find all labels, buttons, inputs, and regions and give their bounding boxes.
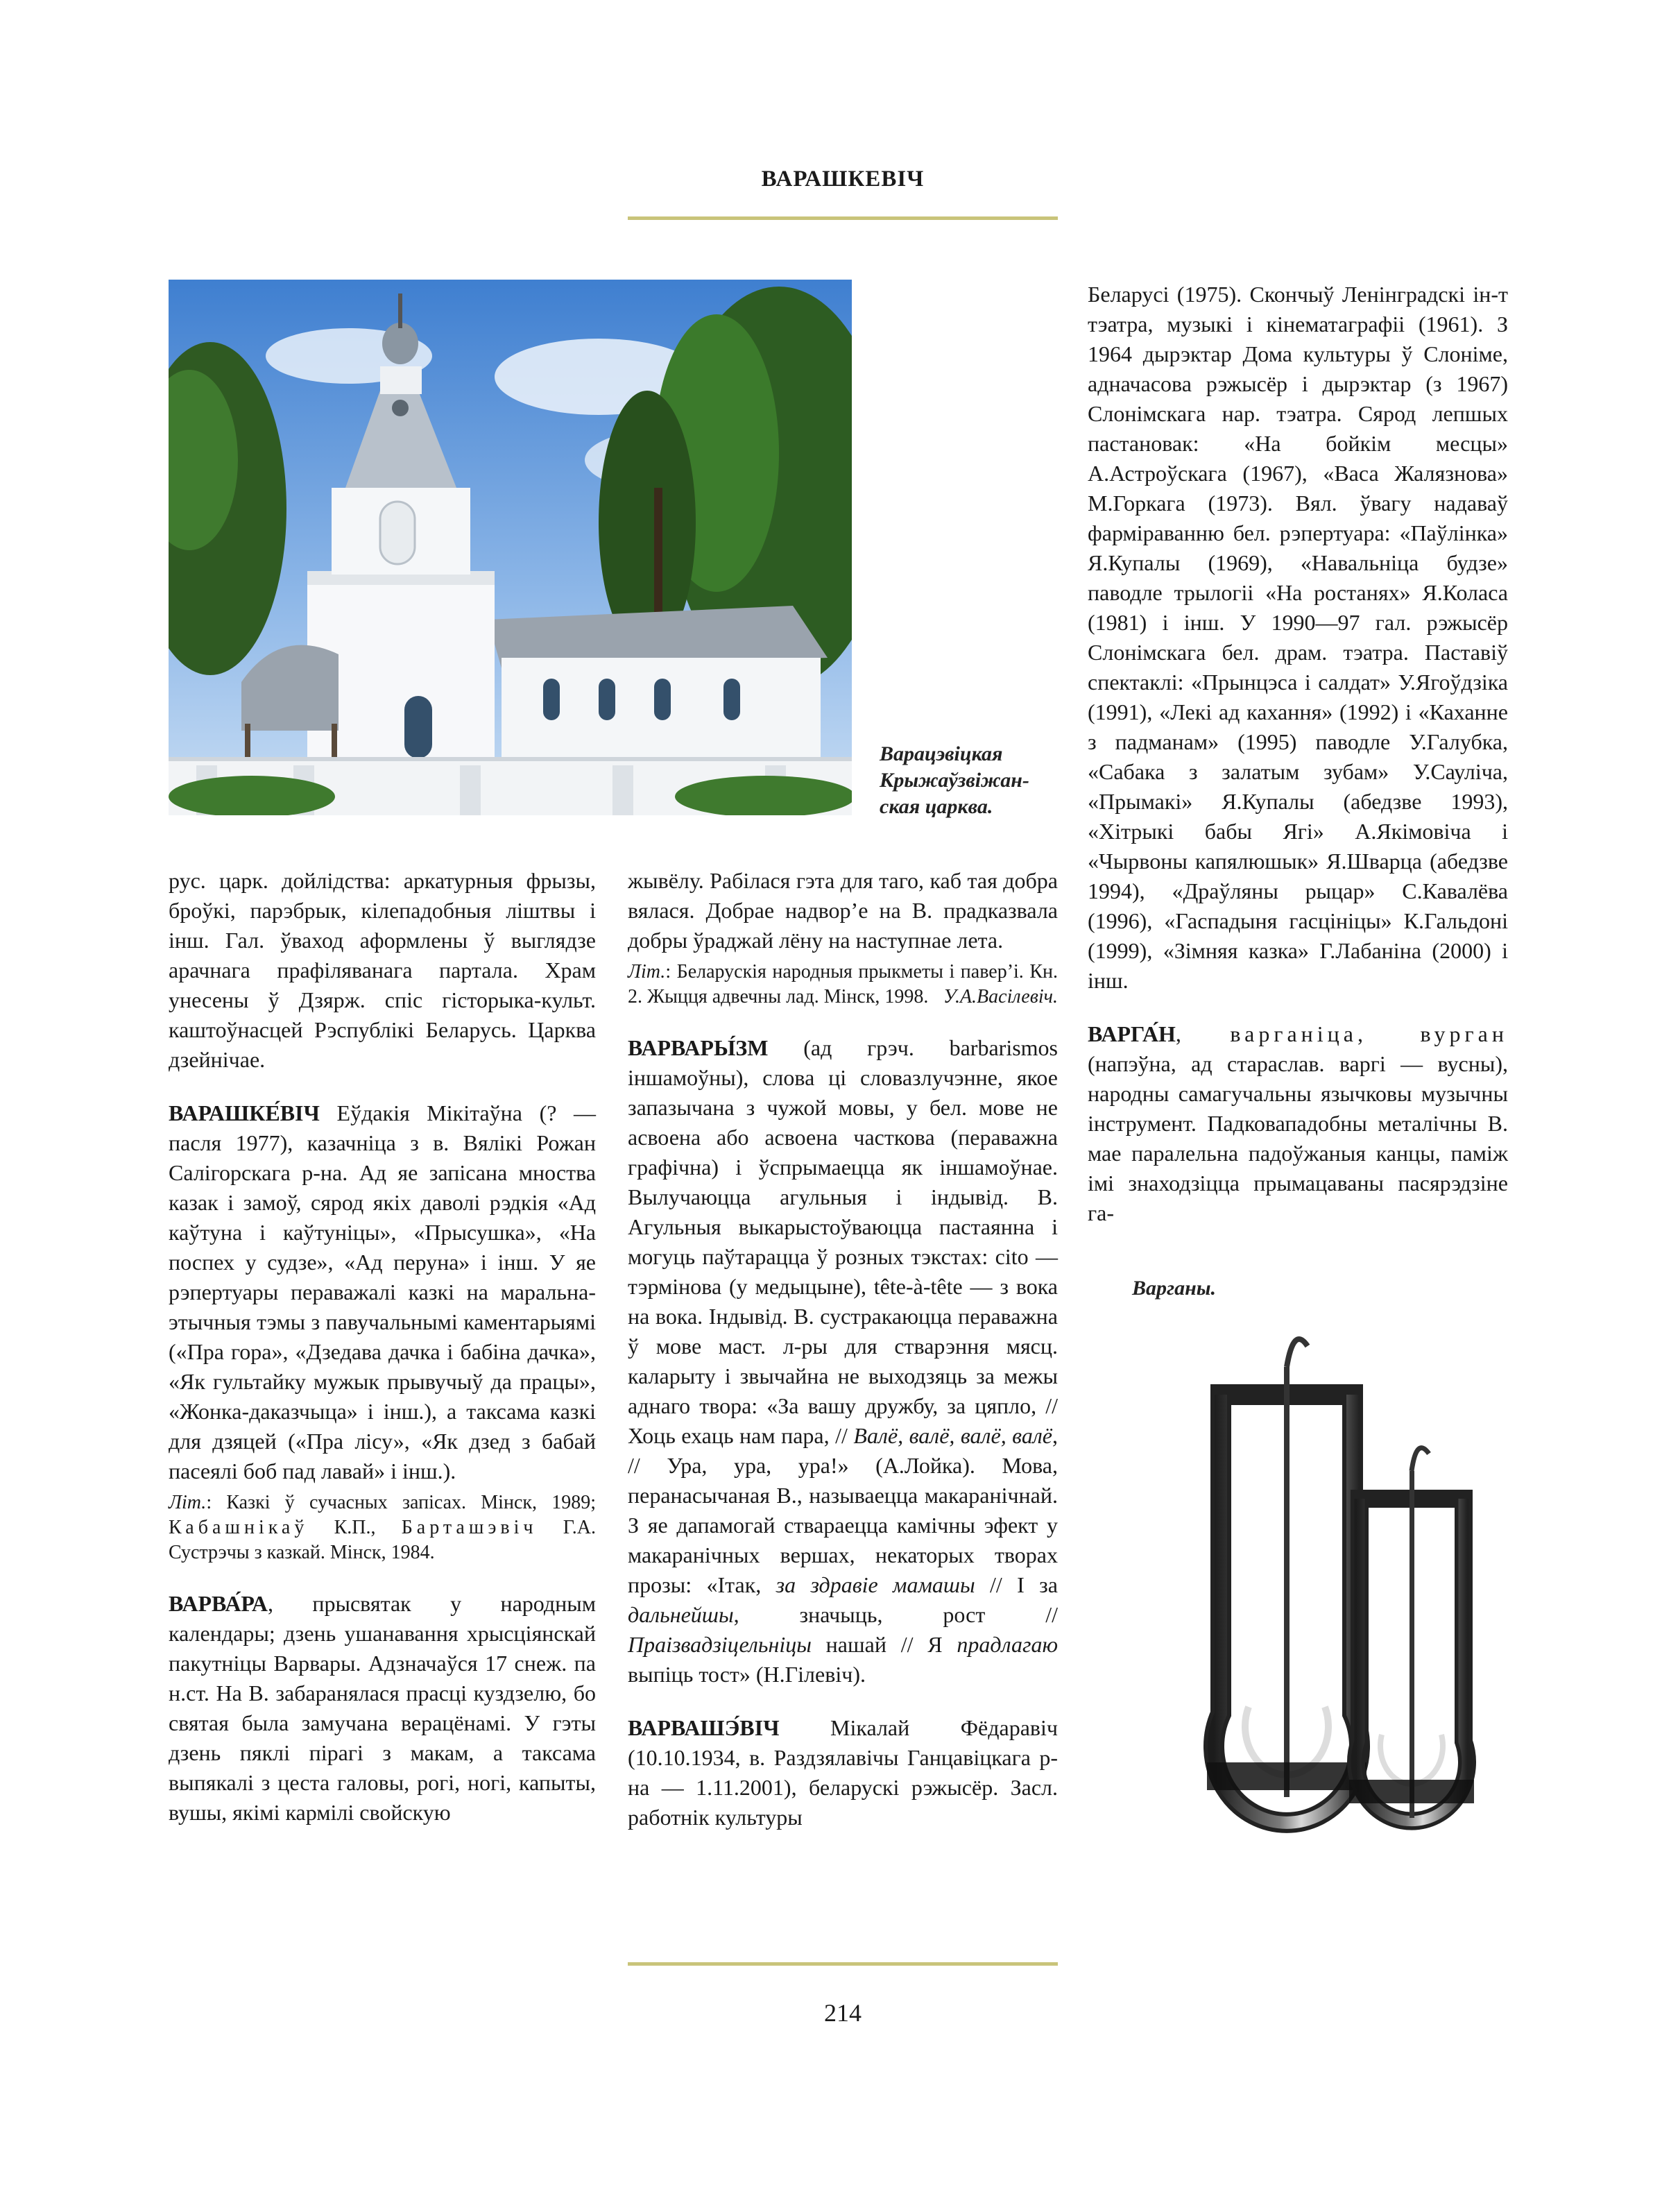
entry-varvashevich bbox=[628, 1713, 1058, 1832]
italic-text: Валё, валё, валё, валё bbox=[853, 1423, 1053, 1448]
headword-varvaryzm: ВАРВАРЫ́ЗМ bbox=[628, 1035, 769, 1060]
large-jaw-harp bbox=[1207, 1339, 1367, 1823]
church-photo bbox=[169, 280, 852, 815]
column-2 bbox=[628, 866, 1058, 1832]
entry-text: выпіць тост» (Н.Гілевіч). bbox=[628, 1662, 866, 1687]
page-number: 214 bbox=[824, 1999, 862, 2027]
entry-text: (напэўна, ад старaслав. варгі — вусны), народны самагучальны язычковы музычны інструмент. Падковападобны металічны В. мае паралельна падоўжаныя канцы, паміж імі знаходзіцца прымацаваны пасярэдзіне га- bbox=[1088, 1051, 1508, 1225]
author-signature: У.А.Васілевіч. bbox=[943, 986, 1058, 1007]
figure-caption: Варганы. bbox=[1132, 1277, 1217, 1300]
entry-varashkevich-text: Еўдакія Мікітаўна (? — пасля 1977), казачніца з в. Вялікі Рожан Салігорскага р-на. Ад яе запісана мноства казак і замоў, сярод якіх даволі рэдкія «Ад каўтуна і каўтуніцы», «Прысушка», «На поспех у судзе», «Ад перуна» і інш. У яе рэпертуары пераважалі казкі на маральна-этычныя тэмы з павучальнымі каментарыямі («Пра гора», «Дзедава дачка і бабіна дачка», «Як гультайку мужык прывучыў да працы», «Жонка-даказчыца» і інш.), а таксама казкі для дзяцей («Пра лісу», «Як дзед з бабай пасеялі боб пад лавай» і інш.). bbox=[169, 1100, 596, 1483]
entry-text: // І за bbox=[975, 1572, 1059, 1597]
column-1 bbox=[169, 866, 596, 1828]
entry-text: , значыць, рост // bbox=[733, 1602, 1058, 1627]
lit-label: Літ. bbox=[628, 961, 666, 982]
entry-vargan bbox=[1088, 1019, 1508, 1228]
headword-varashkevich: ВАРАШКЕ́ВІЧ bbox=[169, 1100, 320, 1125]
entry-varashkevich bbox=[169, 1098, 596, 1486]
entry-varvashevich-text: Мікалай Фёдаравіч (10.10.1934, в. Раздзялавічы Ганцавіцкага р-на — 1.11.2001), беларускі рэжысёр. Засл. работнік культуры bbox=[628, 1715, 1058, 1830]
lit-text: К.П., bbox=[308, 1517, 402, 1538]
italic-text: прадлагаю bbox=[957, 1632, 1058, 1657]
lit-text: : Казкі ў сучасных запісах. Мінск, 1989; bbox=[206, 1492, 596, 1513]
header-rule bbox=[628, 216, 1058, 220]
photo-caption: Варацэвіцкая Крыжаўзвіжан-ская царква. bbox=[880, 742, 1029, 818]
col2-continuation: жывёлу. Рабілася гэта для таго, каб тая добра вялася. Добрае надвор’е на В. прадказвала добры ўраджай лёну на наступнае лета. bbox=[628, 868, 1058, 953]
entry-varashkevich-literature bbox=[169, 1490, 596, 1565]
running-head: ВАРАШКЕВІЧ bbox=[761, 167, 925, 192]
entry-varvaryzm bbox=[628, 1033, 1058, 1690]
lit-author: Кабашнікаў bbox=[169, 1517, 309, 1538]
italic-text: Праізвадзіцельніцы bbox=[628, 1632, 812, 1657]
entry-varvara-literature bbox=[628, 960, 1058, 1010]
lit-author: Барташэвіч bbox=[401, 1517, 538, 1538]
column-3 bbox=[1088, 280, 1508, 1228]
entry-text: , // Ура, ура, ура!» (А.Лойка). Мова, перанасычаная В., называецца макаранічнай. З яе дапамогай ствараецца камічны эфект у макаранічных вершах, некаторых творах прозы: «Ітак, bbox=[628, 1423, 1059, 1597]
entry-varvara-text: , прысвятак у народным календары; дзень ушанавання хрысціянскай пакутніцы Варвары. Адзначаўся 17 снеж. па н.ст. На В. забаранялася прасці куздзелю, бо святая была замучана верацёнамі. У гэты дзень пяклі пірагі з макам, а таксама выпякалі з цеста галовы, рогі, ногі, капыты, вушы, якімі кармілі свойскую bbox=[169, 1591, 596, 1825]
lit-label: Літ. bbox=[169, 1492, 207, 1513]
headword-vargan: ВАРГА́Н bbox=[1088, 1021, 1176, 1046]
italic-text: за здравіе мамашы bbox=[776, 1572, 975, 1597]
headword-varvara: ВАРВА́РА bbox=[169, 1591, 268, 1616]
entry-text: , bbox=[1175, 1021, 1231, 1046]
entry-text: нашай // Я bbox=[811, 1632, 957, 1657]
jaw-harps-figure bbox=[1124, 1318, 1512, 1860]
headword-varvashevich: ВАРВАШЭ́ВІЧ bbox=[628, 1715, 780, 1740]
italic-text: дальнейшы bbox=[628, 1602, 734, 1627]
col3-continuation: Беларусі (1975). Скончыў Ленінградскі ін-т тэатра, музыкі і кінематаграфіі (1961). З 1964 дырэктар Дома культуры ў Слоніме, адначасова рэжысёр і дырэктар (з 1967) Слонімскага нар. тэатра. Сярод лепшых пастановак: «На бойкім месцы» А.Астроўскага (1967), «Васа Жалязнова» М.Горкага (1973). Вял. ўвагу надаваў фарміраванню бел. рэпертуара: «Паўлінка» Я.Купалы (1969), «Навальніца будзе» паводле трылогіі «На ростанях» Я.Коласа (1981) і інш. У 1990—97 гал. рэжысёр Слонімскага бел. драм. тэатра. Паставіў спектаклі: «Прынцэса і салдат» У.Ягоўдзіка (1991), «Лекі ад кахання» (1992) і «Каханне з падманам» (1995) паводле У.Галубка, «Сабака з залатым зубам» У.Сауліча, «Прымакі» Я.Купалы (абедзве 1993), «Хітрыкі бабы Ягі» А.Якімовіча і «Чырвоны капялюшык» Я.Шварца (абедзве 1994), «Драўляны рыцар» С.Кавалёва (1996), «Гаспадыня гасцініцы» К.Гальдоні (1999), «Зімняя казка» Г.Лабаніна (2000) і інш. bbox=[1088, 282, 1508, 993]
col1-continuation: рус. царк. дойлідства: аркатурныя фрызы, броўкі, парэбрык, кілепадобныя ліштвы і інш. Гал. ўваход аформлены ў выглядзе арачнага прафіляванага партала. Храм унесены ў Дзярж. спіс гісторыка-культ. каштоўнасцей Рэспублікі Беларусь. Царква дзейнічае. bbox=[169, 868, 596, 1072]
lit-text: : Беларускія народныя прыкметы і павер’і. Кн. 2. Жыцця адвечны лад. Мінск, 1998. bbox=[628, 961, 1058, 1007]
entry-varvara bbox=[169, 1589, 596, 1828]
footer-rule bbox=[628, 1962, 1058, 1966]
lit-text: Г.А. Сустрэчы з казкай. Мінск, 1984. bbox=[169, 1517, 596, 1563]
entry-text: (ад грэч. barbarismos іншамоўны), слова ці словазлучэнне, якое запазычана з чужой мовы, у бел. мове не асвоена або асвоена часткова (пераважна графічна) і ўспрымаецца як іншамоўнае. Вылучаюцца агульныя і індывід. В. Агульныя выкарыстоўваюцца пастаянна і могуць паўтарацца ў розных тэкстах: cito — тэрмінова (у медыцыне), tête-à-tête — з вока на вока. Індывід. В. сустракаюцца пераважна ў мове маст. л-ры для стварэння мясц. каларыту і звычайна не выходзяць за межы аднаго твора: «За вашу дружбу, за цяпло, // Хоць ехаць нам пара, // bbox=[628, 1035, 1058, 1448]
spaced-synonyms: варганіца, вурган bbox=[1230, 1021, 1509, 1046]
